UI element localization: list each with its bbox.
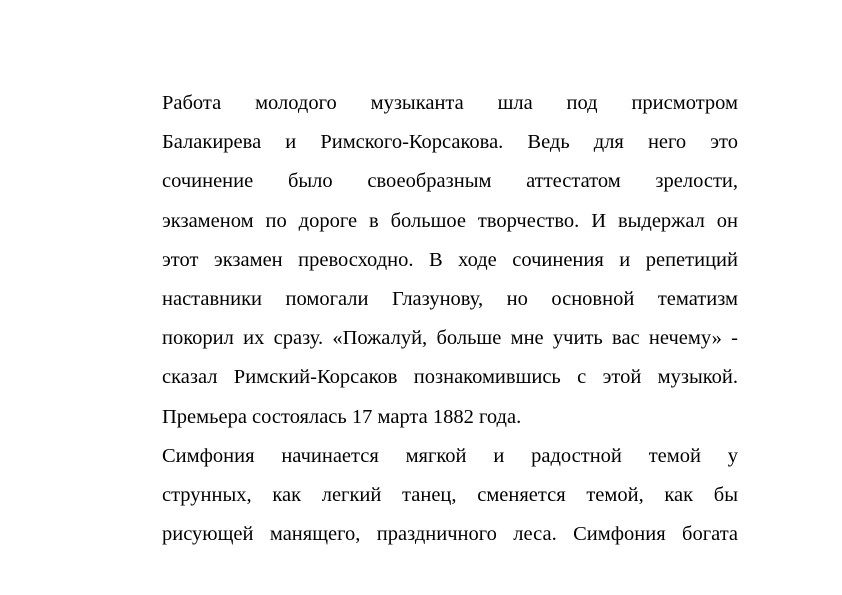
text-line: этот экзамен превосходно. В ходе сочинения и репетиций <box>162 248 738 271</box>
text-line: сочинение было своеобразным аттестатом зрелости, <box>162 170 738 193</box>
text-line: Работа молодого музыканта шла под присмотром <box>162 92 738 114</box>
text-line: струнных, как легкий танец, сменяется темой, как бы <box>162 483 738 506</box>
text-line: экзаменом по дороге в большое творчество. И выдержал он <box>162 209 738 232</box>
body-text <box>162 84 738 554</box>
text-line: наставники помогали Глазунову, но основной тематизм <box>162 287 738 310</box>
paragraph-2 <box>162 437 738 555</box>
text-line: Балакирева и Римского-Корсакова. Ведь для него это <box>162 131 738 154</box>
text-line: покорил их сразу. «Пожалуй, больше мне учить вас нечему» - <box>162 327 738 350</box>
paragraph-1 <box>162 84 738 437</box>
text-line: рисующей манящего, праздничного леса. Симфония богата <box>162 523 738 546</box>
text-line: Симфония начинается мягкой и радостной темой у <box>162 444 738 467</box>
text-line: сказал Римский-Корсаков познакомившись с этой музыкой. <box>162 366 738 389</box>
text-line: Премьера состоялась 17 марта 1882 года. <box>162 405 522 428</box>
